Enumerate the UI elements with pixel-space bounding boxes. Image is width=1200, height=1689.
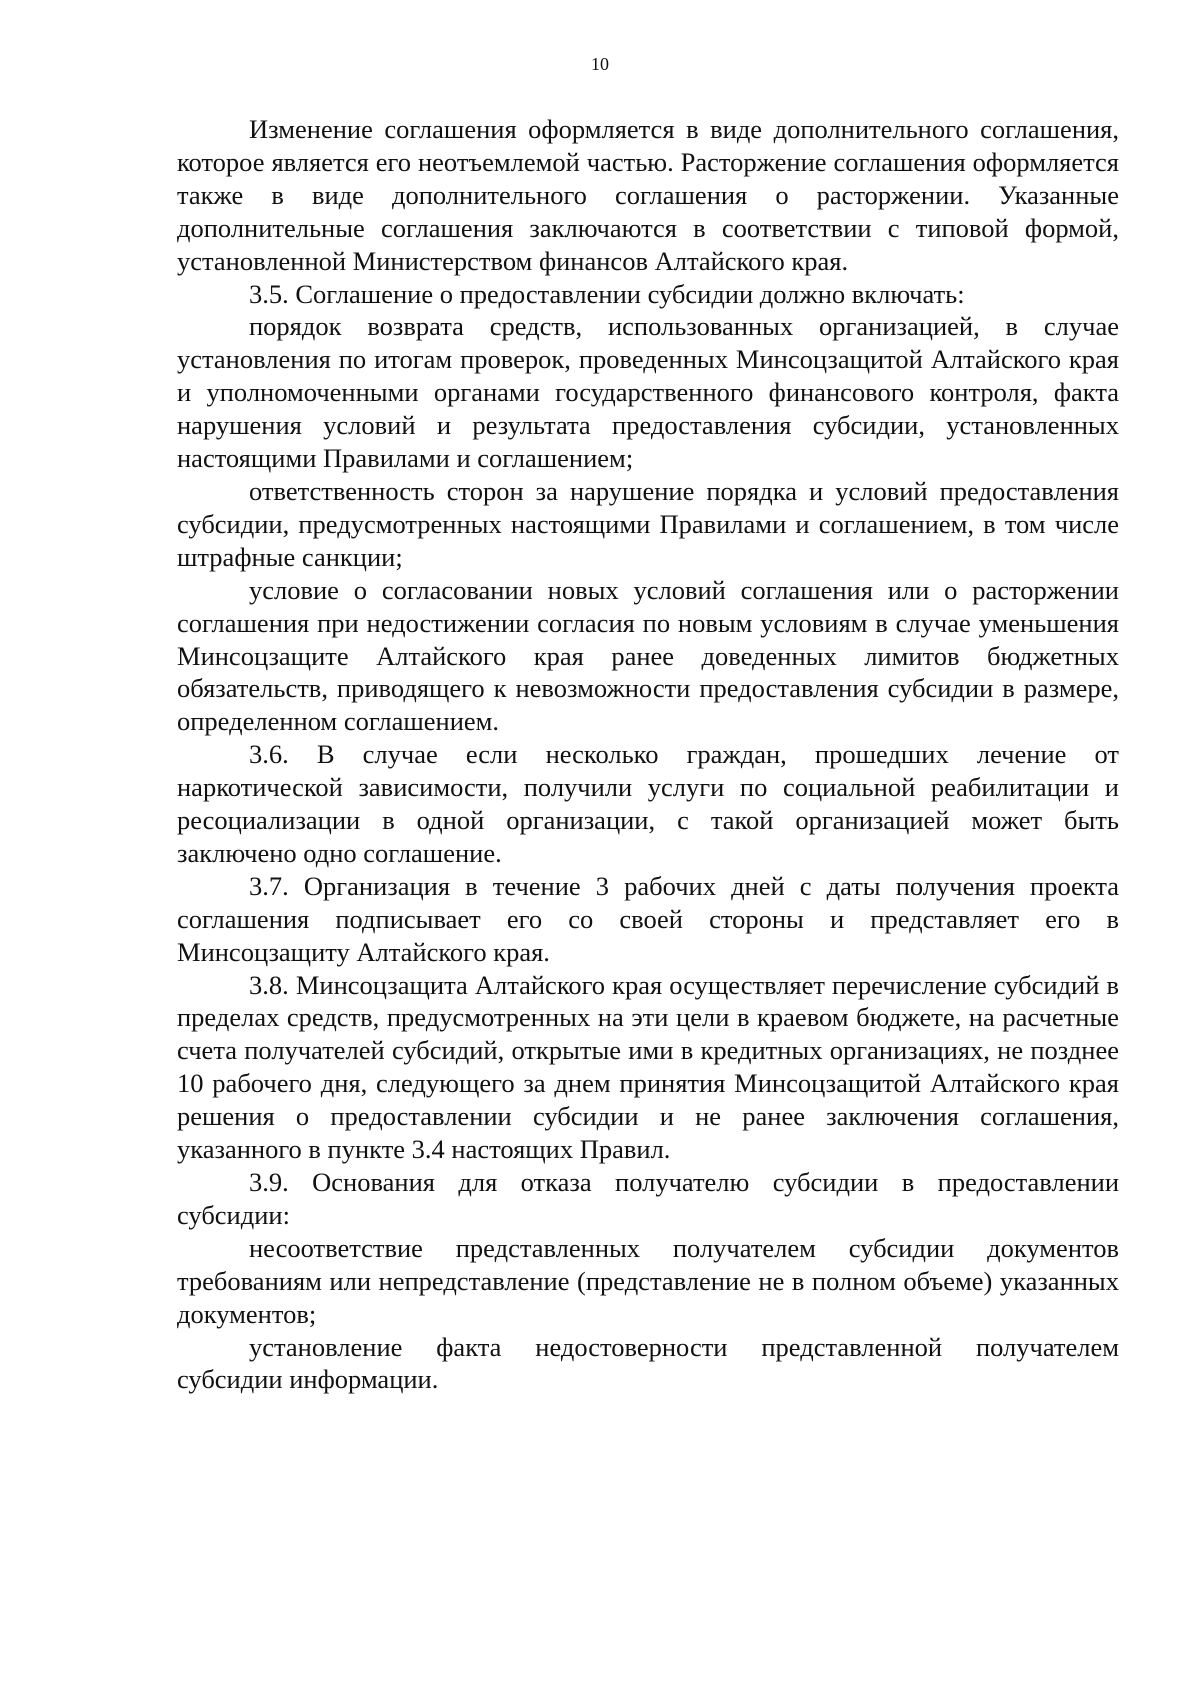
paragraph-agreement-amendment: Изменение соглашения оформляется в виде дополнительного соглашения, которое является его неотъемлемой частью. Расторжение соглашения оформляется также в виде дополнительного соглашения о расторжении. Указанные дополнительные соглашения заключаются в соответствии с типовой формой, установленной Министерством финансов Алтайского края. — [177, 114, 1119, 276]
paragraph-3-9: 3.9. Основания для отказа получателю субсидии в предоставлении субсидии: — [177, 1167, 1119, 1230]
document-body — [177, 113, 1119, 1396]
paragraph-false-information: установление факта недостоверности представленной получателем субсидии информации. — [177, 1331, 1119, 1395]
paragraph-3-6: 3.6. В случае если несколько граждан, прошедших лечение от наркотической зависимости, получили услуги по социальной реабилитации и ресоциализации в одной организации, с такой организацией может быть заключено одно соглашение. — [177, 739, 1119, 868]
paragraph-3-8: 3.8. Минсоцзащита Алтайского края осуществляет перечисление субсидий в пределах средств, предусмотренных на эти цели в краевом бюджете, на расчетные счета получателей субсидий, открытые ими в кредитных организациях, не позднее 10 рабочего дня, следующего за днем принятия Минсоцзащитой Алтайского края решения о предоставлении субсидии и не ранее заключения соглашения, указанного в пункте 3.4 настоящих Правил. — [177, 969, 1119, 1165]
paragraph-3-5: 3.5. Соглашение о предоставлении субсидии должно включать: — [249, 278, 965, 309]
page-number: 10 — [591, 54, 609, 74]
paragraph-refund-procedure: порядок возврата средств, использованных организацией, в случае установления по итогам проверок, проведенных Минсоцзащитой Алтайского края и уполномоченными органами государственного финансового контроля, факта нарушения условий и результата предоставления субсидии, установленных настоящими Правилами и соглашением; — [177, 311, 1119, 474]
paragraph-new-conditions: условие о согласовании новых условий соглашения или о расторжении соглашения при недостижении согласия по новым условиям в случае уменьшения Минсоцзащите Алтайского края ранее доведенных лимитов бюджетных обязательств, приводящего к невозможности предоставления субсидии в размере, определенном соглашением. — [177, 574, 1119, 737]
paragraph-liability: ответственность сторон за нарушение порядка и условий предоставления субсидии, предусмотренных настоящими Правилами и соглашением, в том числе штрафные санкции; — [177, 475, 1119, 572]
paragraph-nonconformity: несоответствие представленных получателем субсидии документов требованиям или непредставление (представление не в полном объеме) указанных документов; — [177, 1232, 1119, 1329]
paragraph-3-7: 3.7. Организация в течение 3 рабочих дней с даты получения проекта соглашения подписывает его со своей стороны и представляет его в Минсоцзащиту Алтайского края. — [177, 870, 1119, 967]
